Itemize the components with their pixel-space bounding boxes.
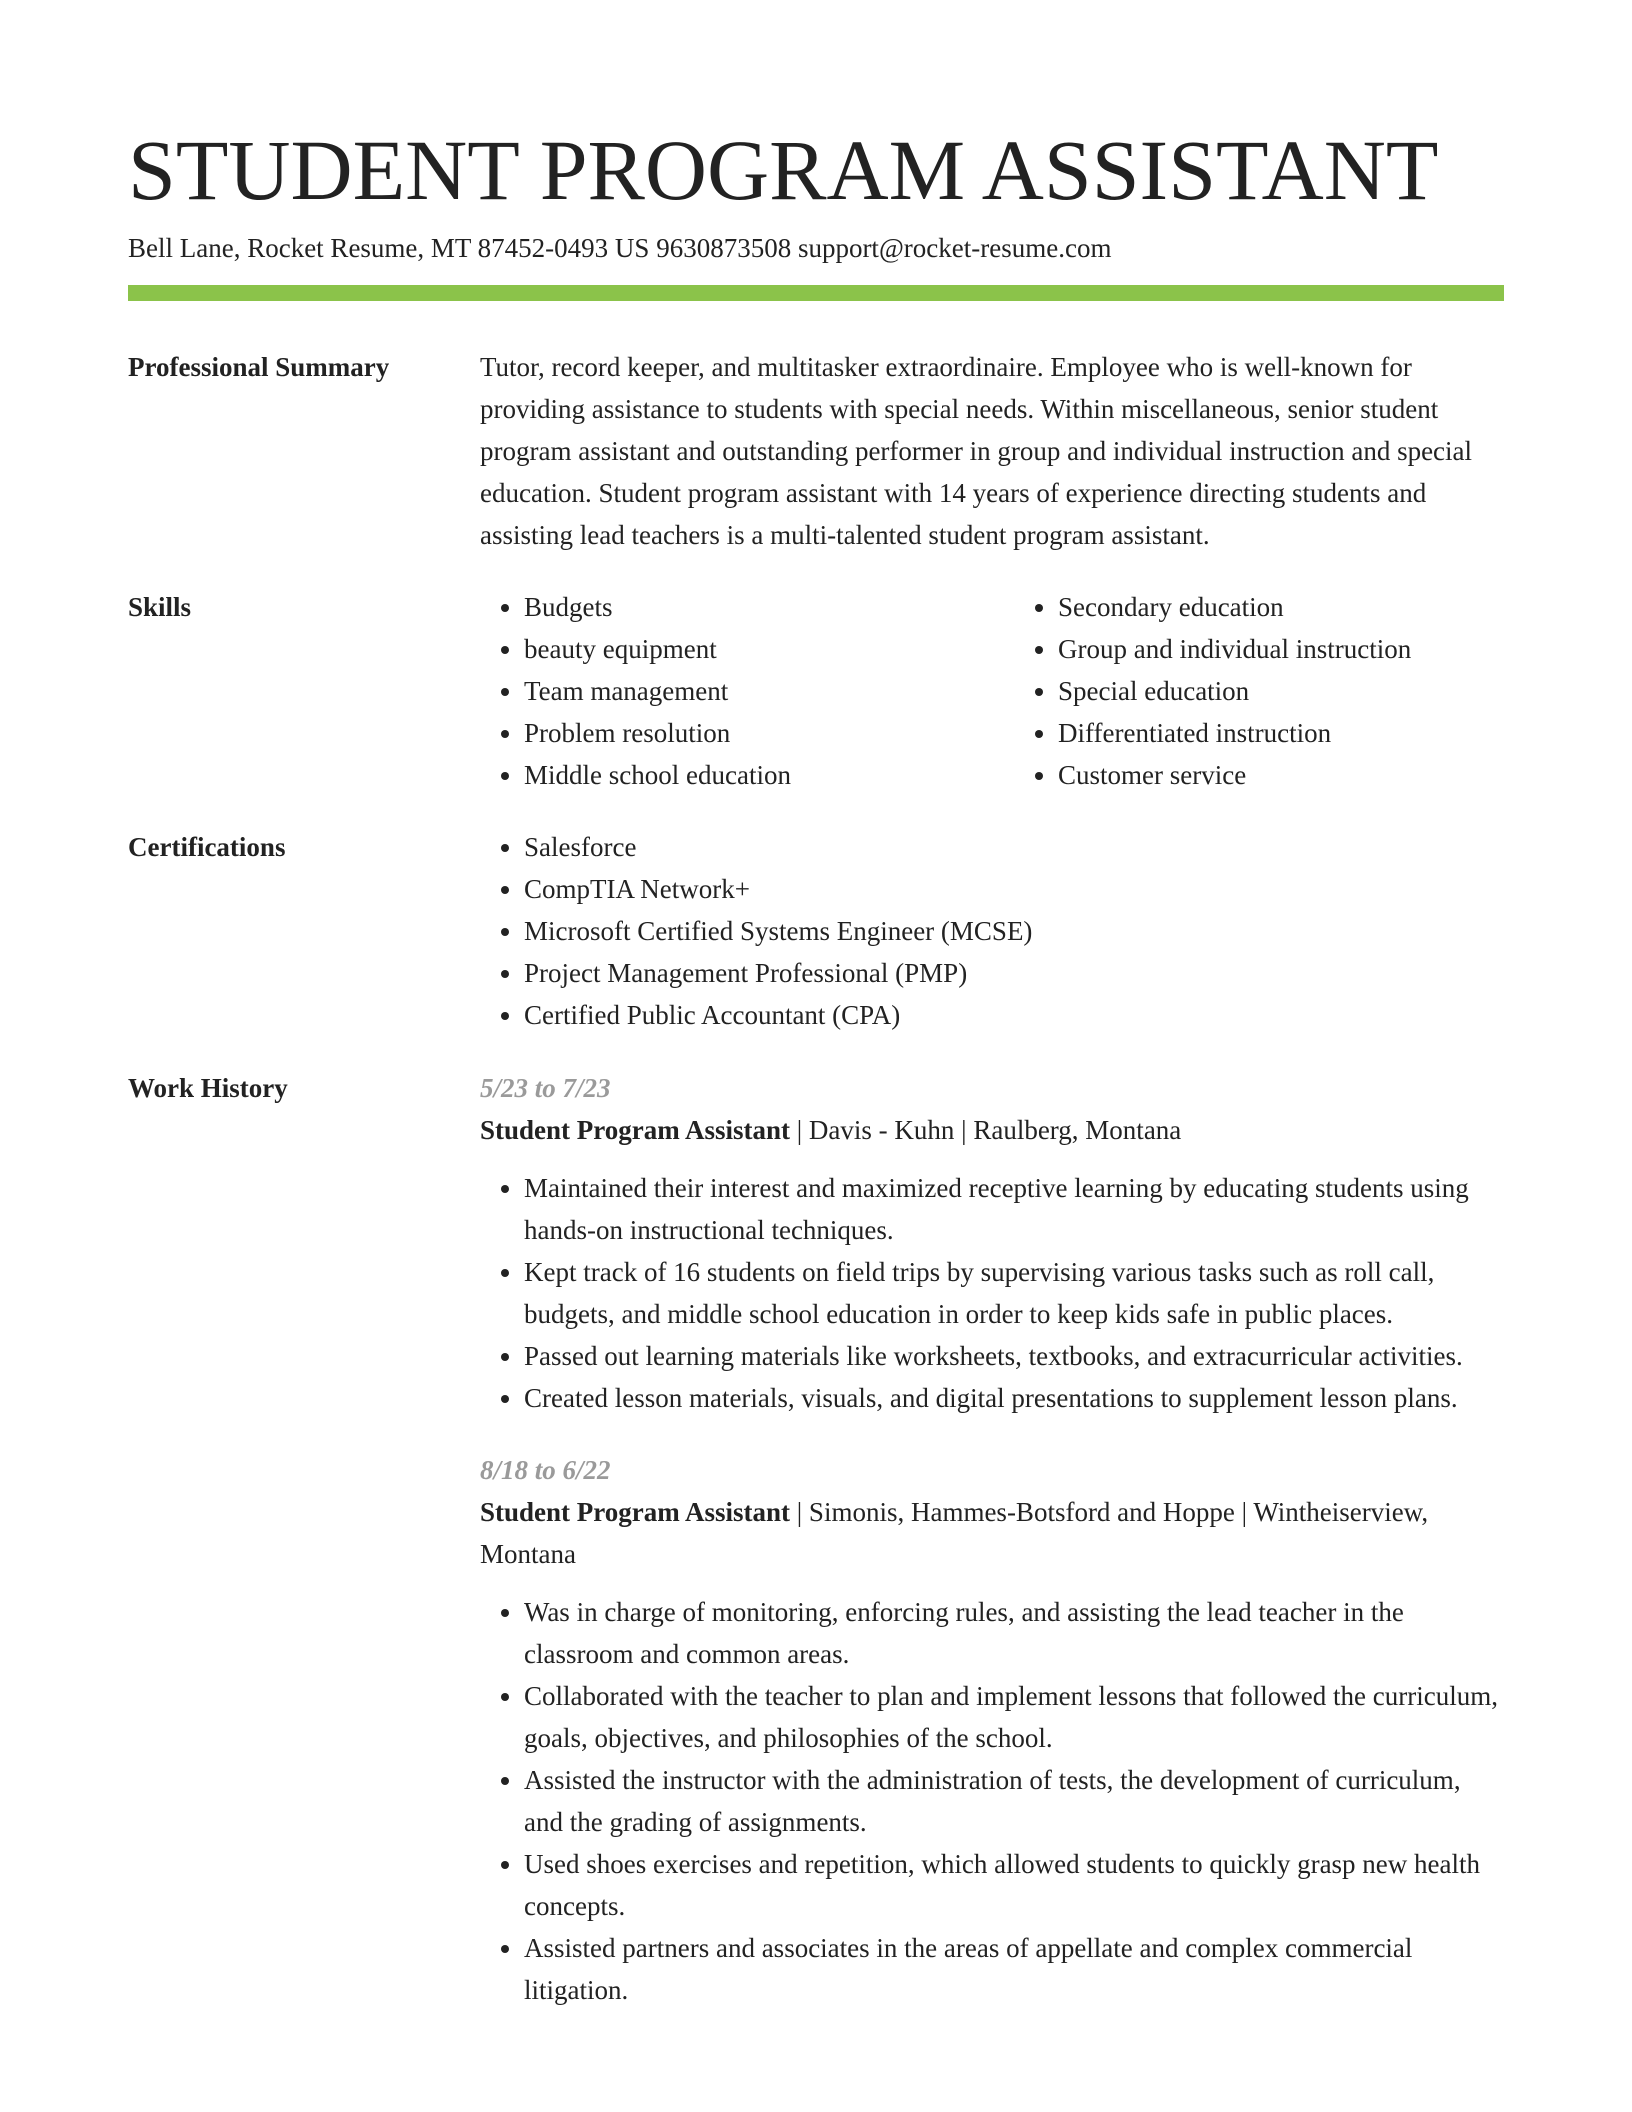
work-history-heading: Work History	[128, 1073, 288, 1103]
job-duty: • Passed out learning materials like worksheets, textbooks, and extracurricular activities.	[524, 1335, 1504, 1377]
job-duty: • Was in charge of monitoring, enforcing rules, and assisting the lead teacher in the classroom and common areas.	[524, 1591, 1504, 1675]
summary-body	[480, 346, 1504, 556]
skills-list-left	[480, 586, 970, 796]
certification-item: • Project Management Professional (PMP)	[524, 952, 1504, 994]
skill-item: • Differentiated instruction	[1058, 712, 1504, 754]
summary-heading: Professional Summary	[128, 352, 390, 382]
certifications-body	[480, 826, 1504, 1036]
certifications-list	[480, 826, 1504, 1036]
job-duty: • Assisted the instructor with the administration of tests, the development of curriculum, and the grading of assignments.	[524, 1759, 1504, 1843]
work-history-body	[480, 1067, 1504, 2041]
job-duty: • Collaborated with the teacher to plan and implement lessons that followed the curriculum, goals, objectives, and philosophies of the school.	[524, 1675, 1504, 1759]
skill-item: • Problem resolution	[524, 712, 970, 754]
certification-item: • Certified Public Accountant (CPA)	[524, 994, 1504, 1036]
job-employer-location: | Simonis, Hammes-Botsford and Hoppe | Wintheiserview, Montana	[480, 1497, 1429, 1569]
job-dates: 5/23 to 7/23	[480, 1073, 611, 1103]
accent-divider	[128, 285, 1504, 301]
job-duty: • Kept track of 16 students on field trips by supervising various tasks such as roll call, budgets, and middle school education in order to keep kids safe in public places.	[524, 1251, 1504, 1335]
certification-item: • Salesforce	[524, 826, 1504, 868]
job-title: Student Program Assistant	[480, 1497, 791, 1527]
job-duty: • Maintained their interest and maximized receptive learning by educating students using hands-on instructional techniques.	[524, 1167, 1504, 1251]
skill-item: • Customer service	[1058, 754, 1504, 796]
skill-item: • Secondary education	[1058, 586, 1504, 628]
job-heading	[480, 1109, 1504, 1151]
skills-list-right	[1014, 586, 1504, 796]
job-title: Student Program Assistant	[480, 1115, 791, 1145]
summary-text: Tutor, record keeper, and multitasker extraordinaire. Employee who is well-known for providing assistance to students with special needs. Within miscellaneous, senior student program assistant and outstanding performer in group and individual instruction and special education. Student program assistant with 14 years of experience directing students and assisting lead teachers is a multi-talented student program assistant.	[480, 352, 1473, 550]
skill-item: • Budgets	[524, 586, 970, 628]
job-dates: 8/18 to 6/22	[480, 1455, 611, 1485]
certifications-heading: Certifications	[128, 832, 286, 862]
job-duty: • Created lesson materials, visuals, and digital presentations to supplement lesson plans.	[524, 1377, 1504, 1419]
skills-heading: Skills	[128, 592, 192, 622]
skill-item: • Special education	[1058, 670, 1504, 712]
skill-item: • Middle school education	[524, 754, 970, 796]
skill-item: • beauty equipment	[524, 628, 970, 670]
skill-item: • Team management	[524, 670, 970, 712]
job-duties-list	[480, 1167, 1504, 1419]
skills-body	[480, 586, 1504, 796]
skill-item: • Group and individual instruction	[1058, 628, 1504, 670]
job-employer-location: | Davis - Kuhn | Raulberg, Montana	[790, 1115, 1182, 1145]
resume-name: STUDENT PROGRAM ASSISTANT	[128, 122, 1439, 218]
certification-item: • Microsoft Certified Systems Engineer (MCSE)	[524, 910, 1504, 952]
job-duty: • Assisted partners and associates in the areas of appellate and complex commercial litigation.	[524, 1927, 1504, 2011]
certification-item: • CompTIA Network+	[524, 868, 1504, 910]
job-entry	[480, 1449, 1504, 2011]
contact-line: Bell Lane, Rocket Resume, MT 87452-0493 US 9630873508 support@rocket-resume.com	[128, 233, 1112, 263]
job-heading	[480, 1491, 1504, 1575]
job-entry	[480, 1067, 1504, 1419]
job-duties-list	[480, 1591, 1504, 2011]
job-duty: • Used shoes exercises and repetition, which allowed students to quickly grasp new health concepts.	[524, 1843, 1504, 1927]
